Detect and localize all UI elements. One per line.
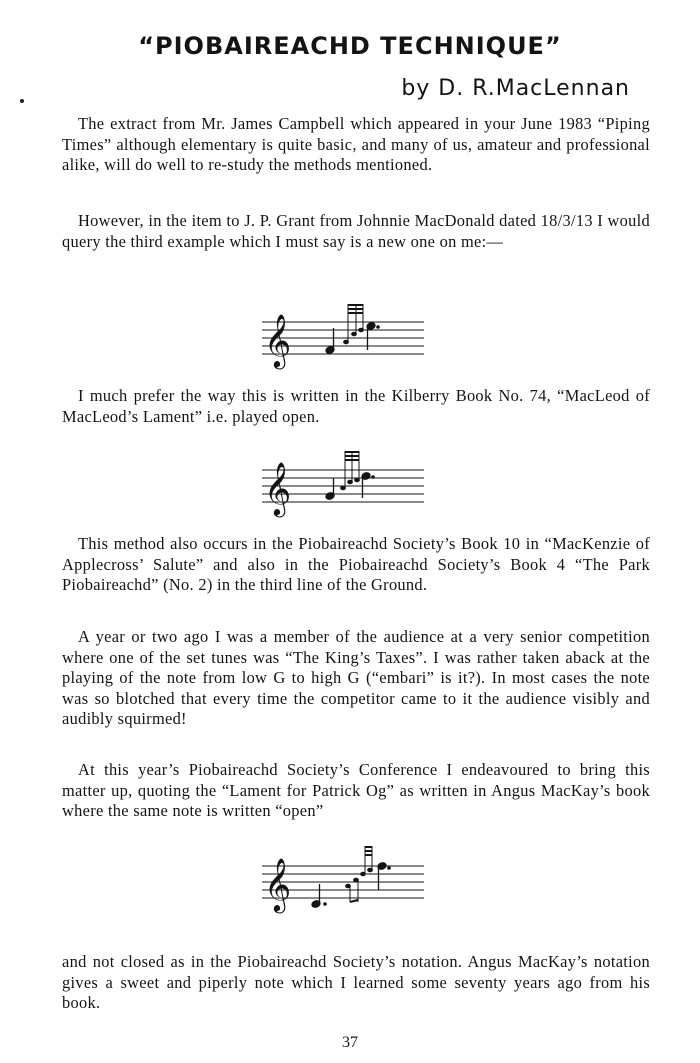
treble-clef-icon: 𝄞 [264, 857, 292, 911]
article-byline: by D. R.MacLennan [401, 76, 630, 101]
paragraph-7: and not closed as in the Piobaireachd Society’s notation. Angus MacKay’s notation gives a sweet and piperly note which I learned some seventy years ago from his book. [62, 952, 650, 1012]
paragraph-3: I much prefer the way this is written in the Kilberry Book No. 74, “MacLeod of MacLeod’s Lament” i.e. played open. [62, 386, 650, 426]
article-title: “PIOBAIREACHD TECHNIQUE” [138, 32, 562, 60]
paragraph-6: At this year’s Piobaireachd Society’s Conference I endeavoured to bring this matter up, quoting the “Lament for Patrick Og” as written in Angus MacKay’s book where the same note is written “open” [62, 760, 650, 820]
paragraph-1: The extract from Mr. James Campbell which appeared in your June 1983 “Piping Times” although elementary is quite basic, and many of us, amateur and professional alike, will do well to re-study the methods mentioned. [62, 114, 650, 174]
music-example-2 [258, 448, 428, 520]
music-example-1 [258, 300, 428, 372]
music-example-3 [258, 844, 428, 920]
treble-clef-icon: 𝄞 [264, 313, 292, 367]
paragraph-4: This method also occurs in the Piobaireachd Society’s Book 10 in “MacKenzie of Applecross’ Salute” and also in the Piobaireachd Society’s Book 4 “The Park Piobaireachd” (No. 2) in the third line of the Ground. [62, 534, 650, 594]
paragraph-2: However, in the item to J. P. Grant from Johnnie MacDonald dated 18/3/13 I would query the third example which I must say is a new one on me:— [62, 211, 650, 251]
page-number: 37 [342, 1034, 358, 1051]
treble-clef-icon: 𝄞 [264, 461, 292, 515]
paragraph-5: A year or two ago I was a member of the audience at a very senior competition where one of the set tunes was “The King’s Taxes”. I was rather taken aback at the playing of the note from low G to high G (“embari” is it?). In most cases the note was so blotched that every time the competitor came to it the audience visibly and audibly squirmed! [62, 627, 650, 728]
print-speck [20, 99, 24, 103]
